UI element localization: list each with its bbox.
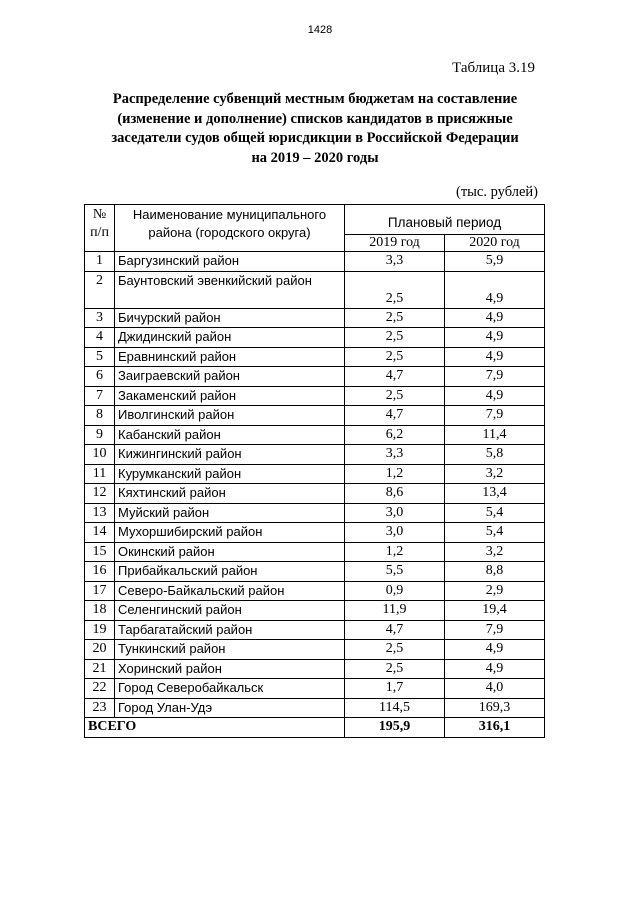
row-value-2020: 8,8 <box>445 562 545 582</box>
row-value-2020: 4,9 <box>445 386 545 406</box>
table-row <box>85 271 545 308</box>
row-name: Кижингинский район <box>115 445 345 465</box>
units-label: (тыс. рублей) <box>456 184 538 200</box>
row-value-2019: 2,5 <box>345 659 445 679</box>
row-value-2019: 3,3 <box>345 252 445 272</box>
row-value-2019: 3,0 <box>345 523 445 543</box>
table-row <box>85 425 545 445</box>
header-number <box>85 205 115 252</box>
row-number: 7 <box>85 386 115 406</box>
header-number-line2: п/п <box>90 225 109 240</box>
row-name: Город Северобайкальск <box>115 679 345 699</box>
table-row <box>85 328 545 348</box>
row-name: Тункинский район <box>115 640 345 660</box>
table-row <box>85 464 545 484</box>
row-value-2020: 7,9 <box>445 406 545 426</box>
row-name: Заиграевский район <box>115 367 345 387</box>
row-value-2020: 3,2 <box>445 464 545 484</box>
table-row <box>85 503 545 523</box>
table-row <box>85 445 545 465</box>
row-value-2019: 0,9 <box>345 581 445 601</box>
title-line: (изменение и дополнение) списков кандидатов в присяжные <box>117 110 513 127</box>
table-row <box>85 542 545 562</box>
title-line: на 2019 – 2020 годы <box>251 149 379 166</box>
row-value-2020: 5,4 <box>445 523 545 543</box>
row-number: 14 <box>85 523 115 543</box>
row-number: 3 <box>85 308 115 328</box>
table-row <box>85 679 545 699</box>
header-year-2019: 2019 год <box>345 235 445 252</box>
row-value-2020: 11,4 <box>445 425 545 445</box>
row-value-2020: 5,4 <box>445 503 545 523</box>
header-name <box>115 205 345 252</box>
row-name: Джидинский район <box>115 328 345 348</box>
row-number: 16 <box>85 562 115 582</box>
row-name: Окинский район <box>115 542 345 562</box>
row-number: 4 <box>85 328 115 348</box>
table-row <box>85 562 545 582</box>
row-value-2019: 4,7 <box>345 367 445 387</box>
row-value-2020: 4,0 <box>445 679 545 699</box>
table-row <box>85 620 545 640</box>
row-value-2019: 4,7 <box>345 620 445 640</box>
row-value-2020: 7,9 <box>445 367 545 387</box>
row-value-2020: 4,9 <box>445 659 545 679</box>
row-number: 5 <box>85 347 115 367</box>
table-body <box>85 252 545 718</box>
table-row <box>85 698 545 718</box>
row-number: 9 <box>85 425 115 445</box>
total-label: ВСЕГО <box>85 718 345 738</box>
row-value-2020: 3,2 <box>445 542 545 562</box>
row-value-2019: 4,7 <box>345 406 445 426</box>
table-row <box>85 367 545 387</box>
row-number: 15 <box>85 542 115 562</box>
header-name-line1: Наименование муниципального <box>132 207 327 222</box>
title-line: Распределение субвенций местным бюджетам на составление <box>112 91 518 107</box>
row-name: Северо-Байкальский район <box>115 581 345 601</box>
row-number: 2 <box>85 271 115 308</box>
row-name: Тарбагатайский район <box>115 620 345 640</box>
subvention-table <box>84 204 545 738</box>
table-row <box>85 659 545 679</box>
header-number-line1: № <box>92 207 107 222</box>
total-2019: 195,9 <box>345 718 445 738</box>
title-line: заседатели судов общей юрисдикции в Российской Федерации <box>111 130 519 146</box>
header-year-2020: 2020 год <box>445 235 545 252</box>
row-number: 13 <box>85 503 115 523</box>
row-value-2020: 4,9 <box>445 308 545 328</box>
table-reference: Таблица 3.19 <box>452 60 535 76</box>
row-value-2019: 3,3 <box>345 445 445 465</box>
row-number: 12 <box>85 484 115 504</box>
total-row <box>85 718 545 738</box>
row-value-2019: 2,5 <box>345 271 445 308</box>
row-number: 23 <box>85 698 115 718</box>
row-number: 6 <box>85 367 115 387</box>
row-value-2019: 11,9 <box>345 601 445 621</box>
row-number: 10 <box>85 445 115 465</box>
row-value-2019: 8,6 <box>345 484 445 504</box>
row-number: 20 <box>85 640 115 660</box>
row-value-2020: 4,9 <box>445 347 545 367</box>
row-name: Баргузинский район <box>115 252 345 272</box>
row-name: Иволгинский район <box>115 406 345 426</box>
row-value-2020: 7,9 <box>445 620 545 640</box>
table-row <box>85 523 545 543</box>
row-value-2019: 2,5 <box>345 347 445 367</box>
row-value-2019: 3,0 <box>345 503 445 523</box>
row-number: 11 <box>85 464 115 484</box>
row-value-2019: 114,5 <box>345 698 445 718</box>
total-2020: 316,1 <box>445 718 545 738</box>
row-value-2020: 5,9 <box>445 252 545 272</box>
row-name: Селенгинский район <box>115 601 345 621</box>
row-name: Прибайкальский район <box>115 562 345 582</box>
table-row <box>85 406 545 426</box>
row-value-2020: 2,9 <box>445 581 545 601</box>
row-value-2020: 169,3 <box>445 698 545 718</box>
table-row <box>85 581 545 601</box>
row-value-2019: 2,5 <box>345 308 445 328</box>
table-row <box>85 308 545 328</box>
page-number: 1428 <box>307 24 333 36</box>
row-number: 17 <box>85 581 115 601</box>
header-name-line2: района (городского округа) <box>148 225 311 240</box>
row-value-2019: 1,7 <box>345 679 445 699</box>
row-value-2019: 5,5 <box>345 562 445 582</box>
row-value-2019: 2,5 <box>345 386 445 406</box>
row-number: 18 <box>85 601 115 621</box>
row-name: Мухоршибирский район <box>115 523 345 543</box>
row-name: Баунтовский эвенкийский район <box>115 271 345 308</box>
table-row <box>85 601 545 621</box>
row-name: Курумканский район <box>115 464 345 484</box>
row-value-2019: 2,5 <box>345 640 445 660</box>
document-title <box>80 90 550 168</box>
row-number: 8 <box>85 406 115 426</box>
row-value-2020: 4,9 <box>445 328 545 348</box>
row-value-2020: 4,9 <box>445 640 545 660</box>
row-value-2019: 1,2 <box>345 464 445 484</box>
row-number: 1 <box>85 252 115 272</box>
row-name: Хоринский район <box>115 659 345 679</box>
row-value-2020: 19,4 <box>445 601 545 621</box>
table-row <box>85 640 545 660</box>
row-name: Город Улан-Удэ <box>115 698 345 718</box>
row-value-2020: 4,9 <box>445 271 545 308</box>
table-row <box>85 484 545 504</box>
row-value-2020: 5,8 <box>445 445 545 465</box>
row-name: Бичурский район <box>115 308 345 328</box>
row-value-2020: 13,4 <box>445 484 545 504</box>
row-name: Закаменский район <box>115 386 345 406</box>
row-name: Муйский район <box>115 503 345 523</box>
table-row <box>85 386 545 406</box>
row-value-2019: 6,2 <box>345 425 445 445</box>
row-name: Кабанский район <box>115 425 345 445</box>
row-name: Еравнинский район <box>115 347 345 367</box>
table-row <box>85 252 545 272</box>
row-number: 21 <box>85 659 115 679</box>
table-row <box>85 347 545 367</box>
row-name: Кяхтинский район <box>115 484 345 504</box>
row-value-2019: 2,5 <box>345 328 445 348</box>
row-number: 22 <box>85 679 115 699</box>
row-value-2019: 1,2 <box>345 542 445 562</box>
header-period: Плановый период <box>345 205 545 235</box>
row-number: 19 <box>85 620 115 640</box>
